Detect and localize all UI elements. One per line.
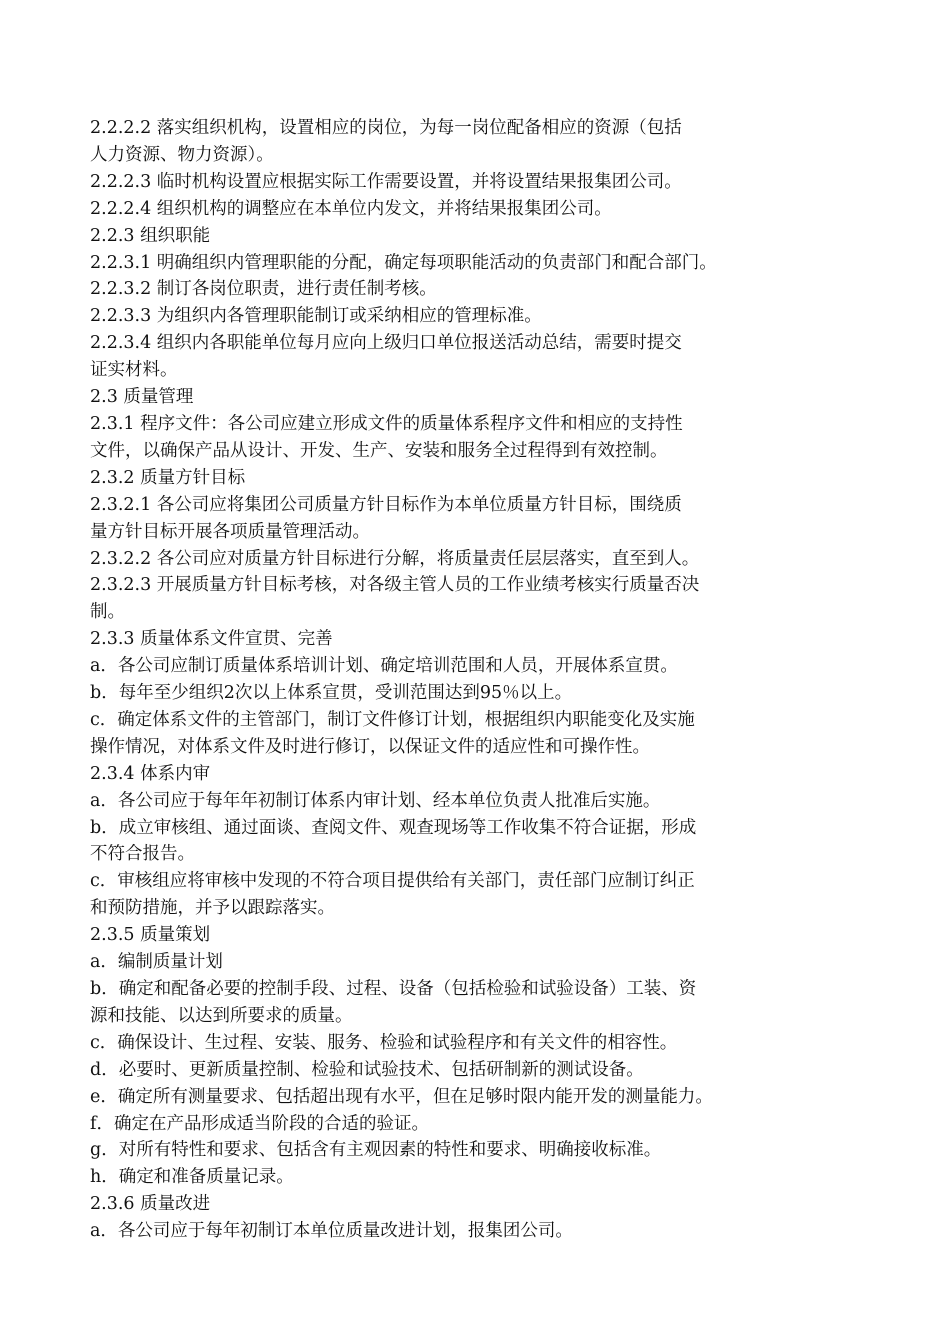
text-line: 2.3.2.2 各公司应对质量方针目标进行分解，将质量责任层层落实，直至到人。 (90, 548, 700, 569)
text-line: b．成立审核组、通过面谈、查阅文件、观查现场等工作收集不符合证据，形成 (90, 817, 697, 838)
text-line: 2.3.3 质量体系文件宣贯、完善 (90, 629, 333, 650)
text-line: b．每年至少组织2次以上体系宣贯，受训范围达到95％以上。 (90, 683, 573, 704)
text-line: 2.3 质量管理 (90, 387, 194, 408)
text-line: 2.2.3.4 组织内各职能单位每月应向上级归口单位报送活动总结，需要时提交 (90, 333, 682, 354)
text-line: 2.2.3.2 制订各岗位职责，进行责任制考核。 (90, 279, 437, 300)
text-line: 人力资源、物力资源）。 (90, 144, 274, 165)
text-line: 2.3.2.1 各公司应将集团公司质量方针目标作为本单位质量方针目标，围绕质 (90, 494, 682, 515)
text-line: 证实材料。 (90, 360, 178, 381)
text-line: 制。 (90, 602, 125, 623)
text-line: 2.2.2.3 临时机构设置应根据实际工作需要设置，并将设置结果报集团公司。 (90, 171, 682, 192)
text-line: 2.2.3.1 明确组织内管理职能的分配，确定每项职能活动的负责部门和配合部门。 (90, 252, 717, 273)
text-line: 2.3.6 质量改进 (90, 1194, 211, 1215)
text-line: 不符合报告。 (90, 844, 195, 865)
text-line: 2.3.2 质量方针目标 (90, 467, 246, 488)
text-line: 2.2.2.4 组织机构的调整应在本单位内发文，并将结果报集团公司。 (90, 198, 612, 219)
text-line: 2.3.2.3 开展质量方针目标考核，对各级主管人员的工作业绩考核实行质量否决 (90, 575, 700, 596)
text-line: g．对所有特性和要求、包括含有主观因素的特性和要求、明确接收标准。 (90, 1140, 662, 1161)
text-line: c．确保设计、生过程、安装、服务、检验和试验程序和有关文件的相容性。 (90, 1032, 678, 1053)
text-line: 和预防措施，并予以跟踪落实。 (90, 898, 335, 919)
text-line: 量方针目标开展各项质量管理活动。 (90, 521, 370, 542)
text-line: c．审核组应将审核中发现的不符合项目提供给有关部门，责任部门应制订纠正 (90, 871, 695, 892)
text-line: 2.3.1 程序文件：各公司应建立形成文件的质量体系程序文件和相应的支持性 (90, 413, 683, 434)
text-line: b．确定和配备必要的控制手段、过程、设备（包括检验和试验设备）工装、资 (90, 979, 697, 999)
text-line: a．编制质量计划 (90, 952, 223, 973)
text-line: a．各公司应制订质量体系培训计划、确定培训范围和人员，开展体系宣贯。 (90, 656, 678, 677)
text-line: 2.2.2.2 落实组织机构，设置相应的岗位，为每一岗位配备相应的资源（包括 (90, 118, 682, 138)
text-line: 2.3.4 体系内审 (90, 763, 211, 784)
text-line: e．确定所有测量要求、包括超出现有水平，但在足够时限内能开发的测量能力。 (90, 1086, 713, 1107)
text-line: a．各公司应于每年年初制订体系内审计划、经本单位负责人批准后实施。 (90, 790, 661, 811)
text-line: 操作情况，对体系文件及时进行修订，以保证文件的适应性和可操作性。 (90, 736, 650, 757)
text-line: 2.2.3 组织职能 (90, 225, 211, 246)
text-line: a．各公司应于每年初制订本单位质量改进计划，报集团公司。 (90, 1221, 573, 1242)
text-line: c．确定体系文件的主管部门，制订文件修订计划，根据组织内职能变化及实施 (90, 709, 695, 730)
text-line: 2.3.5 质量策划 (90, 925, 211, 946)
text-line: h．确定和准备质量记录。 (90, 1167, 294, 1188)
text-line: f．确定在产品形成适当阶段的合适的验证。 (90, 1113, 429, 1134)
text-line: 2.2.3.3 为组织内各管理职能制订或采纳相应的管理标准。 (90, 306, 542, 327)
text-line: 文件，以确保产品从设计、开发、生产、安装和服务全过程得到有效控制。 (90, 440, 668, 461)
text-line: d．必要时、更新质量控制、检验和试验技术、包括研制新的测试设备。 (90, 1059, 644, 1080)
text-line: 源和技能、以达到所要求的质量。 (90, 1005, 353, 1026)
document-page (90, 115, 865, 1245)
